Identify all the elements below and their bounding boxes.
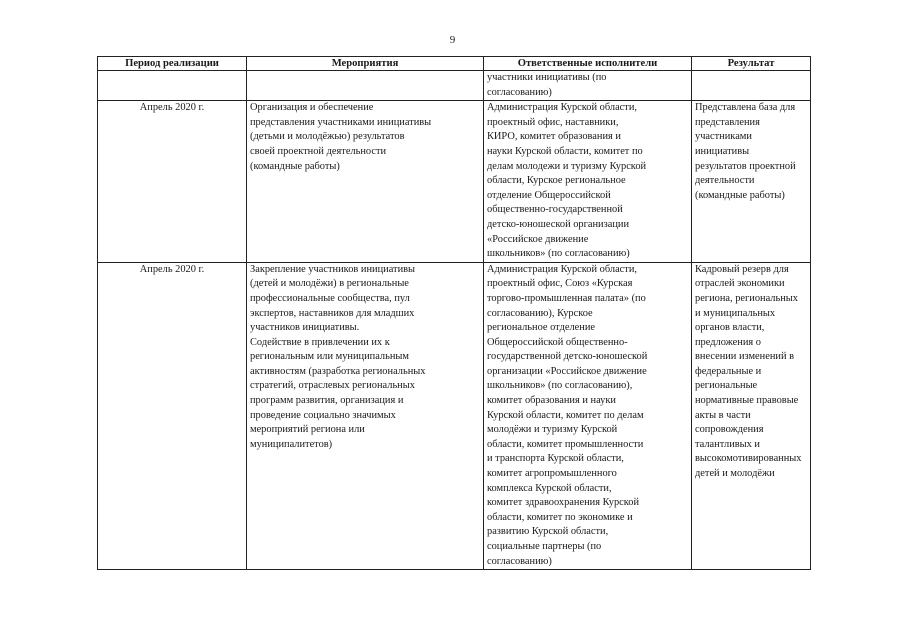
- cell-line: отраслей экономики: [695, 278, 785, 290]
- cell-line: развитию Курской области,: [487, 526, 609, 538]
- cell-line: комитет агропромышленного: [487, 468, 617, 480]
- cell-line: (детей и молодёжи) в региональные: [250, 278, 409, 290]
- cell-line: профессиональные сообщества, пул: [250, 292, 410, 304]
- header-period: Период реализации: [98, 57, 247, 71]
- table-row: [98, 101, 811, 263]
- cell-line: «Российское движение: [487, 233, 589, 245]
- table-row: [98, 262, 811, 569]
- cell-line: деятельности: [695, 175, 755, 187]
- header-activities: Мероприятия: [247, 57, 484, 71]
- cell-line: Закрепление участников инициативы: [250, 263, 416, 275]
- cell-line: комитет образования и науки: [487, 395, 616, 407]
- cell-line: участников инициативы.: [250, 322, 360, 334]
- cell-line: нормативные правовые: [695, 395, 799, 407]
- cell-line: КИРО, комитет образования и: [487, 131, 621, 143]
- cell-line: результатов проектной: [695, 160, 796, 172]
- cell-line: школьников» (по согласованию),: [487, 380, 633, 392]
- cell-line: Содействие в привлечении их к: [250, 336, 390, 348]
- cell-line: участниками: [695, 131, 752, 143]
- cell-line: и транспорта Курской области,: [487, 453, 624, 465]
- cell-line: программ развития, организация и: [250, 395, 404, 407]
- cell-line: федеральные и: [695, 365, 762, 377]
- cell-line: инициативы: [695, 145, 750, 157]
- cell-line: региона, региональных: [695, 292, 798, 304]
- cell-line: социальные партнеры (по: [487, 541, 602, 552]
- cell-line: школьников» (по согласованию): [487, 248, 630, 260]
- cell-line: государственной детско-юношеской: [487, 351, 648, 363]
- cell-line: стратегий, отраслевых региональных: [250, 380, 415, 392]
- period-cell: [98, 71, 247, 101]
- cell-line: детей и молодёжи: [695, 468, 775, 480]
- responsible-cell: [484, 262, 692, 569]
- header-result: Результат: [692, 57, 811, 71]
- cell-line: области, комитет промышленности: [487, 438, 644, 450]
- cell-line: внесении изменений в: [695, 351, 795, 363]
- cell-line: отделение Общероссийской: [487, 189, 611, 201]
- cell-line: сопровождения: [695, 424, 764, 436]
- cell-line: Общероссийской общественно-: [487, 336, 628, 348]
- cell-line: Кадровый резерв для: [695, 263, 789, 275]
- implementation-plan-table: [97, 56, 811, 570]
- activity-cell: [247, 101, 484, 263]
- responsible-cell: [484, 71, 692, 101]
- cell-line: Курской области, комитет по делам: [487, 409, 644, 421]
- cell-line: области, Курское региональное: [487, 175, 626, 187]
- cell-line: (командные работы): [250, 160, 340, 172]
- cell-line: активностям (разработка региональных: [250, 365, 426, 377]
- activity-cell: [247, 71, 484, 101]
- cell-line: талантливых и: [695, 438, 760, 450]
- cell-line: участники инициативы (по: [487, 72, 607, 83]
- cell-line: проведение социально значимых: [250, 409, 396, 421]
- cell-line: муниципалитетов): [250, 438, 333, 450]
- cell-line: общественно-государственной: [487, 204, 623, 216]
- period-cell: Апрель 2020 г.: [98, 262, 247, 569]
- cell-line: согласованию): [487, 86, 552, 98]
- cell-line: (командные работы): [695, 189, 785, 201]
- cell-line: проектный офис, наставники,: [487, 116, 619, 128]
- cell-line: детско-юношеской организации: [487, 218, 630, 230]
- cell-line: комплекса Курской области,: [487, 482, 612, 494]
- cell-line: представления: [695, 116, 760, 128]
- cell-line: Администрация Курской области,: [487, 102, 637, 114]
- cell-line: высокомотивированных: [695, 453, 802, 465]
- table-row: [98, 71, 811, 101]
- cell-line: организации «Российское движение: [487, 365, 647, 377]
- cell-line: молодёжи и туризму Курской: [487, 424, 618, 436]
- cell-line: (детьми и молодёжью) результатов: [250, 131, 405, 143]
- cell-line: согласованию): [487, 555, 552, 567]
- cell-line: Организация и обеспечение: [250, 102, 374, 114]
- result-cell: [692, 71, 811, 101]
- cell-line: региональное отделение: [487, 322, 595, 334]
- cell-line: проектный офис, Союз «Курская: [487, 278, 633, 290]
- activity-cell: [247, 262, 484, 569]
- cell-line: торгово-промышленная палата» (по: [487, 292, 646, 304]
- cell-line: региональные: [695, 380, 758, 392]
- result-cell: [692, 262, 811, 569]
- result-cell: [692, 101, 811, 263]
- cell-line: предложения о: [695, 336, 761, 348]
- cell-line: науки Курской области, комитет по: [487, 145, 643, 157]
- cell-line: области, комитет по экономике и: [487, 511, 633, 523]
- period-cell: Апрель 2020 г.: [98, 101, 247, 263]
- table-header-row: [98, 57, 811, 71]
- cell-line: своей проектной деятельности: [250, 145, 387, 157]
- cell-line: региональным или муниципальным: [250, 351, 409, 363]
- cell-line: Представлена база для: [695, 102, 796, 114]
- cell-line: органов власти,: [695, 322, 765, 334]
- cell-line: Администрация Курской области,: [487, 263, 637, 275]
- cell-line: и муниципальных: [695, 307, 776, 319]
- cell-line: делам молодежи и туризму Курской: [487, 160, 647, 172]
- cell-line: акты в части: [695, 409, 751, 421]
- cell-line: мероприятий региона или: [250, 424, 365, 436]
- responsible-cell: [484, 101, 692, 263]
- header-responsible: Ответственные исполнители: [484, 57, 692, 71]
- cell-line: комитет здравоохранения Курской: [487, 497, 640, 509]
- cell-line: представления участниками инициативы: [250, 116, 432, 128]
- cell-line: экспертов, наставников для младших: [250, 307, 415, 319]
- page-number: 9: [449, 34, 456, 46]
- cell-line: согласованию), Курское: [487, 307, 593, 319]
